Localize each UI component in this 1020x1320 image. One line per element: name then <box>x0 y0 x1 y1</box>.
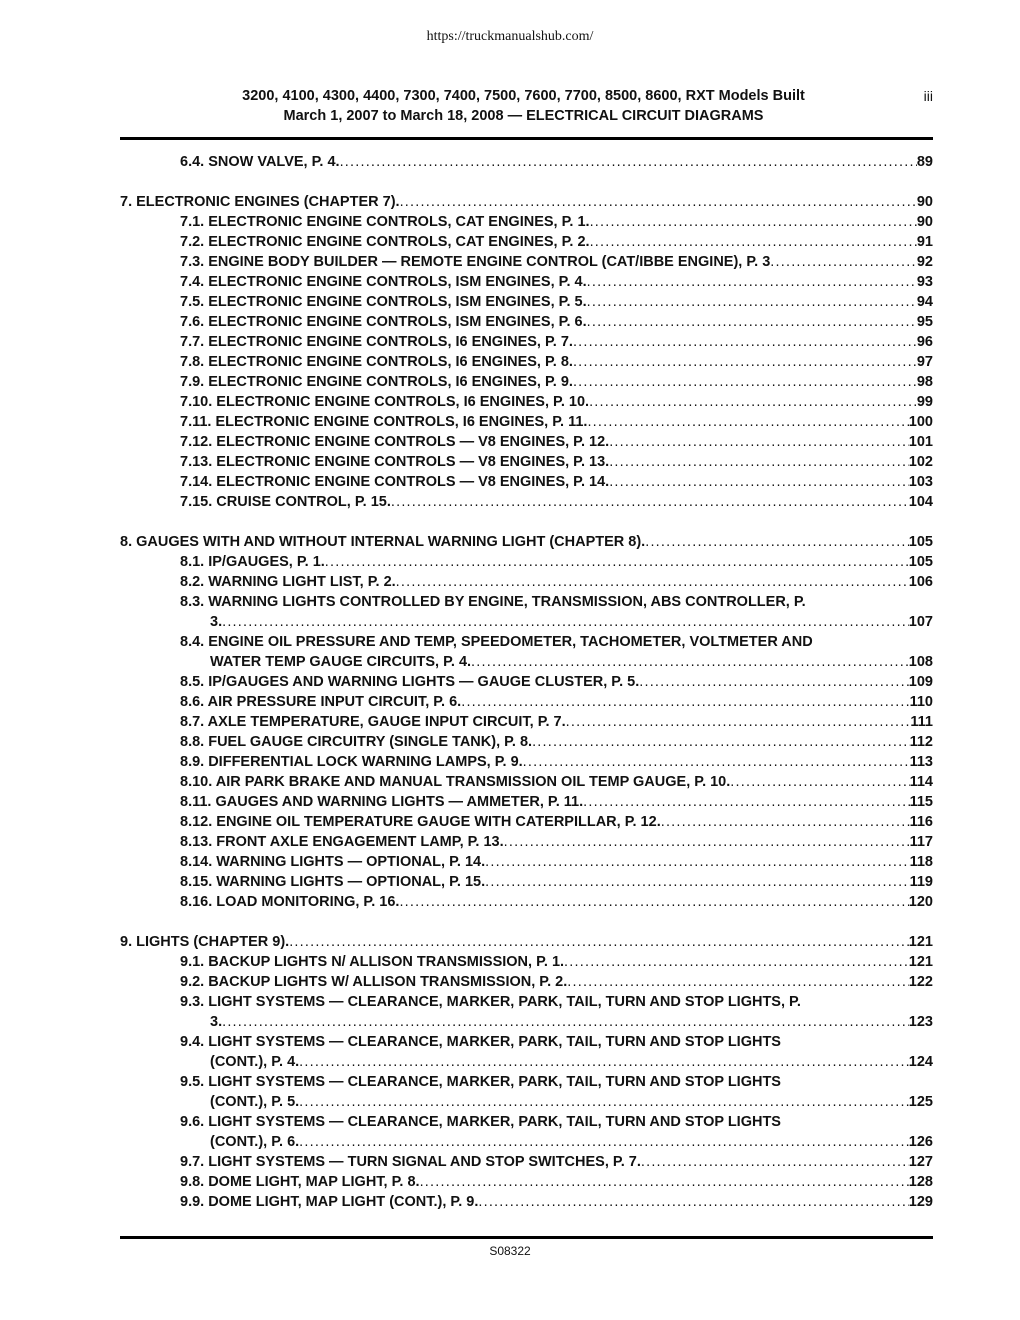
toc-page-number: 93 <box>916 274 933 290</box>
dot-leader <box>485 852 909 872</box>
toc-page-number: 119 <box>909 874 933 890</box>
toc-section-entry[interactable] <box>120 332 933 352</box>
toc-page-number: 101 <box>908 434 933 450</box>
toc-page-number: 89 <box>916 154 933 170</box>
dot-leader <box>590 232 917 252</box>
toc-entry-title: 7.12. ELECTRONIC ENGINE CONTROLS — V8 ENGINES, P. 12. <box>180 434 610 450</box>
dot-leader <box>639 672 909 692</box>
toc-page-number: 118 <box>909 854 933 870</box>
toc-page-number: 100 <box>908 414 933 430</box>
dot-leader <box>609 472 909 492</box>
table-of-contents <box>120 152 933 1212</box>
toc-entry-title: 8.11. GAUGES AND WARNING LIGHTS — AMMETER, P. 11. <box>180 794 584 810</box>
dot-leader <box>471 652 909 672</box>
toc-section-entry[interactable] <box>120 232 933 252</box>
toc-section-entry[interactable] <box>120 392 933 412</box>
toc-section-entry[interactable] <box>120 972 933 992</box>
toc-entry-title: 9.3. LIGHT SYSTEMS — CLEARANCE, MARKER, PARK, TAIL, TURN AND STOP LIGHTS, P. <box>180 994 801 1010</box>
toc-section-entry[interactable] <box>120 412 933 432</box>
toc-page-number: 120 <box>908 894 933 910</box>
section-gap <box>120 512 933 532</box>
dot-leader <box>730 772 909 792</box>
dot-leader <box>567 972 909 992</box>
toc-section-entry[interactable] <box>120 772 933 792</box>
toc-section-entry[interactable] <box>120 1072 933 1092</box>
dot-leader <box>222 612 909 632</box>
toc-section-entry[interactable] <box>120 492 933 512</box>
toc-section-entry[interactable] <box>120 872 933 892</box>
toc-entry-title: 8.10. AIR PARK BRAKE AND MANUAL TRANSMISSION OIL TEMP GAUGE, P. 10. <box>180 774 731 790</box>
toc-page-number: 90 <box>916 214 933 230</box>
toc-page-number: 96 <box>916 334 933 350</box>
toc-entry-title: 8.14. WARNING LIGHTS — OPTIONAL, P. 14. <box>180 854 486 870</box>
dot-leader <box>587 312 917 332</box>
toc-entry-title: 9.8. DOME LIGHT, MAP LIGHT, P. 8. <box>180 1174 420 1190</box>
dot-leader <box>645 532 909 552</box>
toc-section-entry[interactable] <box>120 312 933 332</box>
toc-entry-continuation[interactable] <box>120 1132 933 1152</box>
toc-page-number: 92 <box>916 254 933 270</box>
toc-section-entry[interactable] <box>120 1172 933 1192</box>
dot-leader <box>661 812 910 832</box>
toc-section-entry[interactable] <box>120 792 933 812</box>
toc-page-number: 121 <box>908 954 933 970</box>
toc-page-number: 123 <box>908 1014 933 1030</box>
dot-leader <box>299 1052 909 1072</box>
toc-section-entry[interactable] <box>120 1032 933 1052</box>
toc-entry-title: 8.15. WARNING LIGHTS — OPTIONAL, P. 15. <box>180 874 486 890</box>
dot-leader <box>641 1152 909 1172</box>
toc-entry-title: 8.2. WARNING LIGHT LIST, P. 2. <box>180 574 396 590</box>
toc-page-number: 115 <box>909 794 933 810</box>
toc-section-entry[interactable] <box>120 672 933 692</box>
toc-entry-title: 7.13. ELECTRONIC ENGINE CONTROLS — V8 ENGINES, P. 13. <box>180 454 610 470</box>
toc-section-entry[interactable] <box>120 812 933 832</box>
dot-leader <box>590 212 917 232</box>
footer-code: S08322 <box>489 1244 531 1258</box>
dot-leader <box>222 1012 909 1032</box>
toc-entry-title-continued: WATER TEMP GAUGE CIRCUITS, P. 4. <box>210 654 472 670</box>
toc-page-number: 104 <box>908 494 933 510</box>
toc-entry-continuation[interactable] <box>120 1012 933 1032</box>
toc-section-entry[interactable] <box>120 832 933 852</box>
toc-entry-title: 7.15. CRUISE CONTROL, P. 15. <box>180 494 391 510</box>
toc-section-entry[interactable] <box>120 592 933 612</box>
toc-page-number: 117 <box>909 834 933 850</box>
toc-entry-title: 6.4. SNOW VALVE, P. 4. <box>180 154 340 170</box>
toc-entry-title: 9. LIGHTS (CHAPTER 9). <box>120 934 290 950</box>
toc-entry-title-continued: (CONT.), P. 6. <box>210 1134 300 1150</box>
dot-leader <box>573 332 917 352</box>
toc-section-entry[interactable] <box>120 752 933 772</box>
toc-page-number: 122 <box>908 974 933 990</box>
toc-entry-title: 9.2. BACKUP LIGHTS W/ ALLISON TRANSMISSION, P. 2. <box>180 974 568 990</box>
header-title-line-2: March 1, 2007 to March 18, 2008 — ELECTRICAL CIRCUIT DIAGRAMS <box>283 108 764 124</box>
toc-entry-title: 9.4. LIGHT SYSTEMS — CLEARANCE, MARKER, PARK, TAIL, TURN AND STOP LIGHTS <box>180 1034 781 1050</box>
toc-entry-title: 7.11. ELECTRONIC ENGINE CONTROLS, I6 ENGINES, P. 11. <box>180 414 588 430</box>
toc-page-number: 102 <box>908 454 933 470</box>
page-number: iii <box>923 88 933 104</box>
toc-entry-title-continued: (CONT.), P. 4. <box>210 1054 300 1070</box>
dot-leader <box>399 892 908 912</box>
toc-section-entry[interactable] <box>120 1112 933 1132</box>
toc-page-number: 129 <box>908 1194 933 1210</box>
toc-section-entry[interactable] <box>120 292 933 312</box>
dot-leader <box>564 952 909 972</box>
toc-page-number: 111 <box>910 714 933 730</box>
header-title-line-1: 3200, 4100, 4300, 4400, 7300, 7400, 7500, 7600, 7700, 8500, 8600, RXT Models Built <box>242 88 805 104</box>
section-gap <box>120 172 933 192</box>
source-url: https://truckmanualshub.com/ <box>426 29 594 44</box>
toc-page-number: 91 <box>916 234 933 250</box>
toc-section-entry[interactable] <box>120 992 933 1012</box>
toc-page-number: 98 <box>916 374 933 390</box>
dot-leader <box>325 552 909 572</box>
dot-leader <box>609 432 909 452</box>
dot-leader <box>523 752 910 772</box>
toc-section-entry[interactable] <box>120 692 933 712</box>
toc-entry-title: 8.7. AXLE TEMPERATURE, GAUGE INPUT CIRCUIT, P. 7. <box>180 714 566 730</box>
toc-entry-title: 7. ELECTRONIC ENGINES (CHAPTER 7). <box>120 194 400 210</box>
toc-entry-title: 7.6. ELECTRONIC ENGINE CONTROLS, ISM ENGINES, P. 6. <box>180 314 587 330</box>
toc-section-entry[interactable] <box>120 272 933 292</box>
toc-section-entry[interactable] <box>120 892 933 912</box>
toc-section-entry[interactable] <box>120 252 933 272</box>
dot-leader <box>587 272 917 292</box>
toc-page-number: 103 <box>908 474 933 490</box>
toc-entry-title: 8.16. LOAD MONITORING, P. 16. <box>180 894 400 910</box>
dot-leader <box>478 1192 908 1212</box>
toc-page-number: 99 <box>916 394 933 410</box>
toc-page-number: 109 <box>908 674 933 690</box>
dot-leader <box>583 792 909 812</box>
toc-section-entry[interactable] <box>120 372 933 392</box>
toc-chapter-entry[interactable] <box>120 192 933 212</box>
toc-entry-title-continued: (CONT.), P. 5. <box>210 1094 300 1110</box>
toc-entry-continuation[interactable] <box>120 612 933 632</box>
toc-page-number: 124 <box>908 1054 933 1070</box>
toc-entry-title: 8.9. DIFFERENTIAL LOCK WARNING LAMPS, P. 9. <box>180 754 523 770</box>
toc-section-entry[interactable] <box>120 952 933 972</box>
toc-entry-title-continued: 3. <box>210 1014 223 1030</box>
dot-leader <box>400 192 917 212</box>
toc-entry-title: 7.14. ELECTRONIC ENGINE CONTROLS — V8 ENGINES, P. 14. <box>180 474 610 490</box>
toc-page-number: 97 <box>916 354 933 370</box>
toc-entry-continuation[interactable] <box>120 652 933 672</box>
toc-entry-title: 8.4. ENGINE OIL PRESSURE AND TEMP, SPEEDOMETER, TACHOMETER, VOLTMETER AND <box>180 634 813 650</box>
toc-entry-title: 7.7. ELECTRONIC ENGINE CONTROLS, I6 ENGINES, P. 7. <box>180 334 573 350</box>
dot-leader <box>340 152 917 172</box>
toc-entry-title-continued: 3. <box>210 614 223 630</box>
toc-section-entry[interactable] <box>120 732 933 752</box>
toc-page-number: 108 <box>908 654 933 670</box>
dot-leader <box>289 932 909 952</box>
toc-entry-title: 7.2. ELECTRONIC ENGINE CONTROLS, CAT ENGINES, P. 2. <box>180 234 590 250</box>
toc-page-number: 105 <box>908 554 933 570</box>
dot-leader <box>587 292 917 312</box>
dot-leader <box>573 372 917 392</box>
toc-entry-title: 7.10. ELECTRONIC ENGINE CONTROLS, I6 ENGINES, P. 10. <box>180 394 590 410</box>
section-gap <box>120 912 933 932</box>
toc-page-number: 110 <box>909 694 933 710</box>
toc-entry-title: 7.3. ENGINE BODY BUILDER — REMOTE ENGINE CONTROL (CAT/IBBE ENGINE), P. 3 <box>180 254 771 270</box>
dot-leader <box>532 732 910 752</box>
toc-page-number: 105 <box>908 534 933 550</box>
toc-section-entry[interactable] <box>120 352 933 372</box>
dot-leader <box>299 1132 909 1152</box>
toc-entry-title: 8.5. IP/GAUGES AND WARNING LIGHTS — GAUGE CLUSTER, P. 5. <box>180 674 640 690</box>
toc-section-entry[interactable] <box>120 1152 933 1172</box>
toc-section-entry[interactable] <box>120 572 933 592</box>
toc-entry-title: 7.9. ELECTRONIC ENGINE CONTROLS, I6 ENGINES, P. 9. <box>180 374 573 390</box>
toc-entry-title: 9.6. LIGHT SYSTEMS — CLEARANCE, MARKER, PARK, TAIL, TURN AND STOP LIGHTS <box>180 1114 781 1130</box>
dot-leader <box>573 352 917 372</box>
toc-page-number: 113 <box>909 754 933 770</box>
dot-leader <box>299 1092 909 1112</box>
toc-section-entry[interactable] <box>120 552 933 572</box>
toc-entry-title: 7.5. ELECTRONIC ENGINE CONTROLS, ISM ENGINES, P. 5. <box>180 294 587 310</box>
toc-page-number: 95 <box>916 314 933 330</box>
toc-section-entry[interactable] <box>120 632 933 652</box>
toc-entry-title: 8. GAUGES WITH AND WITHOUT INTERNAL WARNING LIGHT (CHAPTER 8). <box>120 534 646 550</box>
toc-page-number: 121 <box>908 934 933 950</box>
toc-entry-title: 8.13. FRONT AXLE ENGAGEMENT LAMP, P. 13. <box>180 834 504 850</box>
toc-section-entry[interactable] <box>120 712 933 732</box>
toc-page-number: 116 <box>909 814 933 830</box>
dot-leader <box>504 832 910 852</box>
toc-entry-continuation[interactable] <box>120 1092 933 1112</box>
toc-entry-title: 9.9. DOME LIGHT, MAP LIGHT (CONT.), P. 9. <box>180 1194 479 1210</box>
dot-leader <box>566 712 911 732</box>
header-rule <box>120 137 933 140</box>
toc-page-number: 107 <box>908 614 933 630</box>
toc-page-number: 106 <box>908 574 933 590</box>
dot-leader <box>391 492 909 512</box>
toc-entry-title: 8.12. ENGINE OIL TEMPERATURE GAUGE WITH CATERPILLAR, P. 12. <box>180 814 661 830</box>
toc-entry-title: 8.3. WARNING LIGHTS CONTROLLED BY ENGINE, TRANSMISSION, ABS CONTROLLER, P. <box>180 594 806 610</box>
toc-entry-title: 9.1. BACKUP LIGHTS N/ ALLISON TRANSMISSION, P. 1. <box>180 954 565 970</box>
toc-entry-title: 9.7. LIGHT SYSTEMS — TURN SIGNAL AND STOP SWITCHES, P. 7. <box>180 1154 641 1170</box>
toc-section-entry[interactable] <box>120 472 933 492</box>
toc-entry-title: 7.8. ELECTRONIC ENGINE CONTROLS, I6 ENGINES, P. 8. <box>180 354 573 370</box>
toc-chapter-entry[interactable] <box>120 932 933 952</box>
dot-leader <box>396 572 909 592</box>
toc-section-entry[interactable] <box>120 852 933 872</box>
toc-page-number: 125 <box>908 1094 933 1110</box>
footer-rule <box>120 1236 933 1239</box>
dot-leader <box>589 392 917 412</box>
toc-page-number: 128 <box>908 1174 933 1190</box>
toc-section-entry[interactable] <box>120 212 933 232</box>
toc-section-entry[interactable] <box>120 152 933 172</box>
toc-entry-title: 9.5. LIGHT SYSTEMS — CLEARANCE, MARKER, PARK, TAIL, TURN AND STOP LIGHTS <box>180 1074 781 1090</box>
dot-leader <box>587 412 908 432</box>
dot-leader <box>485 872 909 892</box>
dot-leader <box>461 692 909 712</box>
toc-page-number: 112 <box>909 734 933 750</box>
toc-entry-title: 8.1. IP/GAUGES, P. 1. <box>180 554 325 570</box>
toc-entry-title: 8.8. FUEL GAUGE CIRCUITRY (SINGLE TANK), P. 8. <box>180 734 533 750</box>
toc-page-number: 114 <box>909 774 933 790</box>
toc-section-entry[interactable] <box>120 452 933 472</box>
toc-entry-title: 7.1. ELECTRONIC ENGINE CONTROLS, CAT ENGINES, P. 1. <box>180 214 590 230</box>
toc-section-entry[interactable] <box>120 432 933 452</box>
page-header <box>120 86 933 126</box>
toc-page-number: 127 <box>908 1154 933 1170</box>
toc-section-entry[interactable] <box>120 1192 933 1212</box>
dot-leader <box>609 452 909 472</box>
toc-page-number: 90 <box>916 194 933 210</box>
dot-leader <box>770 252 917 272</box>
toc-chapter-entry[interactable] <box>120 532 933 552</box>
toc-entry-title: 8.6. AIR PRESSURE INPUT CIRCUIT, P. 6. <box>180 694 462 710</box>
toc-entry-title: 7.4. ELECTRONIC ENGINE CONTROLS, ISM ENGINES, P. 4. <box>180 274 587 290</box>
toc-page-number: 126 <box>908 1134 933 1150</box>
toc-page-number: 94 <box>916 294 933 310</box>
toc-entry-continuation[interactable] <box>120 1052 933 1072</box>
dot-leader <box>420 1172 909 1192</box>
